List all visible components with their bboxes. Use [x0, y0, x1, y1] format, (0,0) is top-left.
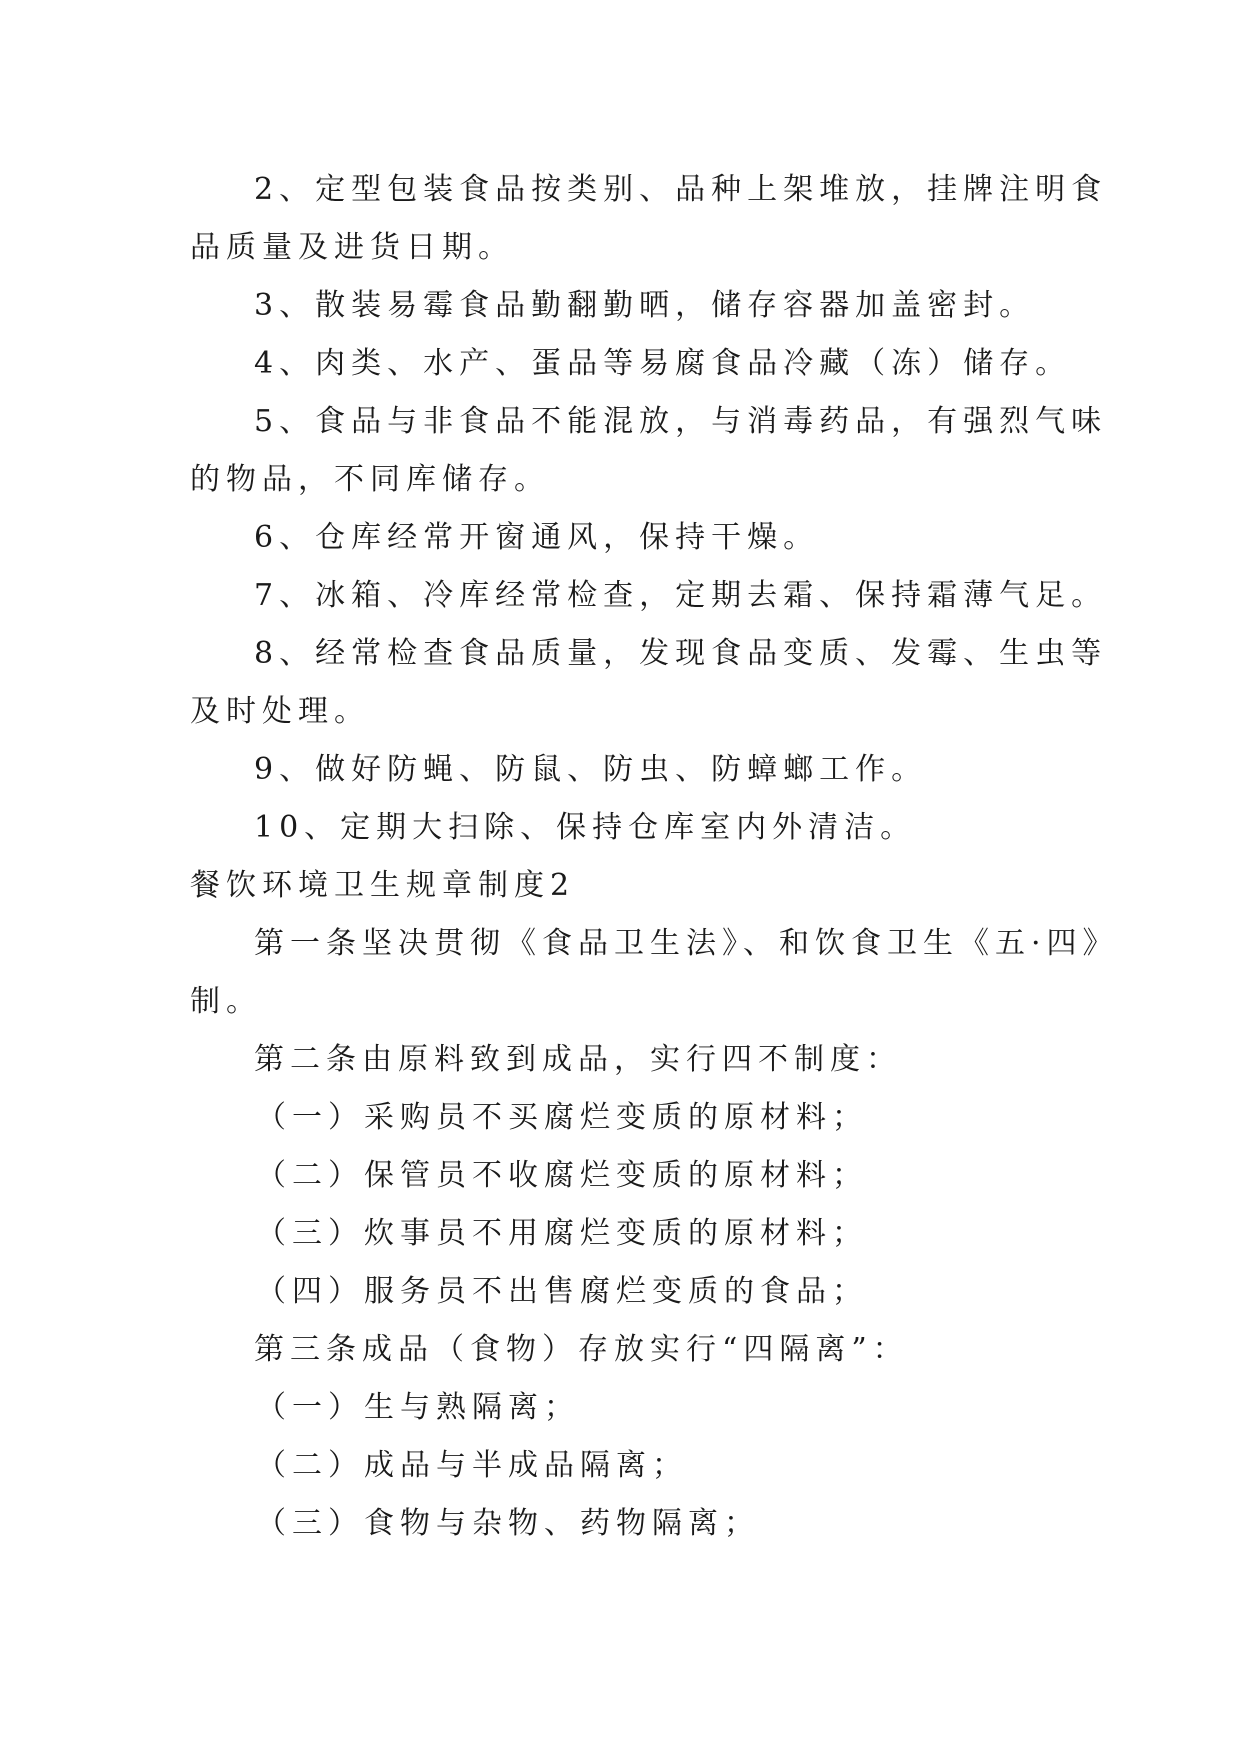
paragraph-line: 7、冰箱、冷库经常检查，定期去霜、保持霜薄气足。 — [254, 578, 1108, 613]
paragraph-line: 及时处理。 — [190, 694, 370, 729]
paragraph-line: 第二条由原料致到成品，实行四不制度： — [254, 1042, 902, 1077]
paragraph-line: 的物品，不同库储存。 — [190, 462, 550, 497]
paragraph-line: 9、做好防蝇、防鼠、防虫、防蟑螂工作。 — [254, 752, 928, 787]
list-item: （一）采购员不买腐烂变质的原材料； — [256, 1100, 868, 1135]
paragraph-line: 8、经常检查食品质量，发现食品变质、发霉、生虫等 — [254, 636, 1108, 671]
paragraph-line: 第一条坚决贯彻《食品卫生法》、和饮食卫生《五·四》 — [254, 926, 1119, 961]
paragraph-line: 5、食品与非食品不能混放，与消毒药品，有强烈气味 — [254, 404, 1108, 439]
section-heading: 餐饮环境卫生规章制度2 — [190, 868, 576, 903]
paragraph-line: 3、散装易霉食品勤翻勤晒，储存容器加盖密封。 — [254, 288, 1036, 323]
paragraph-line: 品质量及进货日期。 — [190, 230, 514, 265]
paragraph-line: 6、仓库经常开窗通风，保持干燥。 — [254, 520, 820, 555]
paragraph-line: 第三条成品（食物）存放实行“四隔离”： — [254, 1332, 909, 1367]
document-body — [190, 161, 1119, 1553]
list-item: （二）保管员不收腐烂变质的原材料； — [256, 1158, 868, 1193]
paragraph-line: 制。 — [190, 984, 262, 1019]
list-item: （四）服务员不出售腐烂变质的食品； — [256, 1274, 868, 1309]
paragraph-line: 10、定期大扫除、保持仓库室内外清洁。 — [254, 810, 917, 845]
list-item: （一）生与熟隔离； — [256, 1390, 580, 1425]
paragraph-line: 2、定型包装食品按类别、品种上架堆放，挂牌注明食 — [254, 172, 1108, 207]
paragraph-line: 4、肉类、水产、蛋品等易腐食品冷藏（冻）储存。 — [254, 346, 1072, 381]
list-item: （三）食物与杂物、药物隔离； — [256, 1506, 760, 1541]
list-item: （二）成品与半成品隔离； — [256, 1448, 688, 1483]
list-item: （三）炊事员不用腐烂变质的原材料； — [256, 1216, 868, 1251]
